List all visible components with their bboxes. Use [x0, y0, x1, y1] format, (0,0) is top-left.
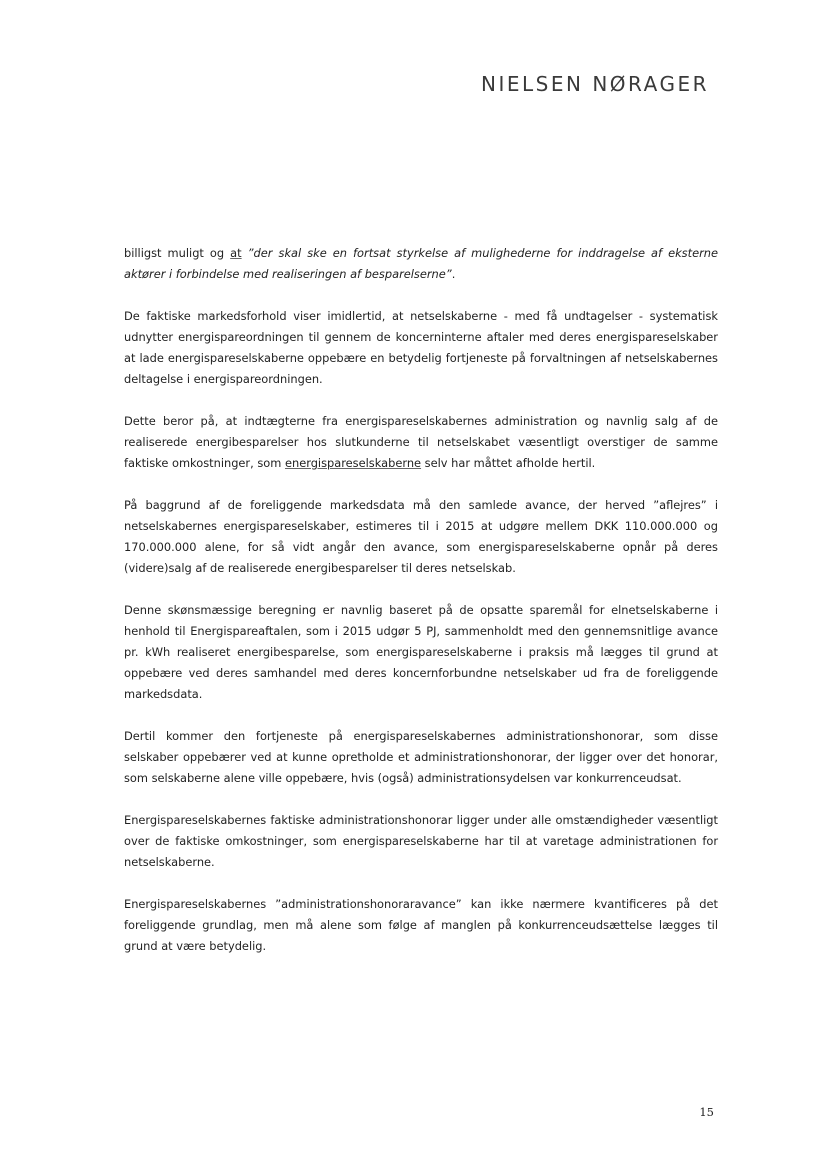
paragraph-3-text-a: Dette beror på, at indtægterne fra energispareselskabernes administration og navnlig salg af de realiserede energibesparelser hos slutkunderne til netselskabet væsentligt overstiger de samme faktiske omkostninger, som	[124, 414, 718, 470]
document-body	[124, 243, 718, 978]
paragraph-3-text-c: selv har måttet afholde hertil.	[421, 456, 596, 470]
paragraph-8: Energispareselskabernes ”administrationshonoraravance” kan ikke nærmere kvantificeres på det foreliggende grundlag, men må alene som følge af manglen på konkurrenceudsættelse lægges til grund at være betydelig.	[124, 897, 718, 953]
paragraph-1	[124, 243, 718, 285]
paragraph-4: På baggrund af de foreliggende markedsdata må den samlede avance, der herved ”aflejres” i netselskabernes energispareselskaber, estimeres til i 2015 at udgøre mellem DKK 110.000.000 og 170.000.000 alene, for så vidt angår den avance, som energispareselskaberne opnår på deres (videre)salg af de realiserede energibesparelser til deres netselskab.	[124, 498, 718, 575]
company-logo: NIELSEN NØRAGER	[481, 72, 709, 96]
paragraph-1-text-a: billigst muligt og	[124, 246, 231, 260]
paragraph-2: De faktiske markedsforhold viser imidlertid, at netselskaberne - med få undtagelser - systematisk udnytter energispareordningen til gennem de koncerninterne aftaler med deres energispareselskaber at lade energispareselskaberne oppebære en betydelig fortjeneste på forvaltningen af netselskabernes deltagelse i energispareordningen.	[124, 309, 718, 386]
paragraph-1-underlined-word: at	[230, 246, 242, 260]
paragraph-7: Energispareselskabernes faktiske administrationshonorar ligger under alle omstændigheder væsentligt over de faktiske omkostninger, som energispareselskaberne har til at varetage administrationen for netselskaberne.	[124, 813, 718, 869]
paragraph-1-text-d: .	[451, 267, 456, 281]
paragraph-3	[124, 411, 718, 474]
paragraph-1-quote: ”der skal ske en fortsat styrkelse af mulighederne for inddragelse af eksterne aktører i forbindelse med realiseringen af besparelserne”	[124, 246, 718, 281]
paragraph-6: Dertil kommer den fortjeneste på energispareselskabernes administrationshonorar, som disse selskaber oppebærer ved at kunne opretholde et administrationshonorar, der ligger over det honorar, som selskaberne alene ville oppebære, hvis (også) administrationsydelsen var konkurrenceudsat.	[124, 729, 718, 785]
paragraph-5: Denne skønsmæssige beregning er navnlig baseret på de opsatte sparemål for elnetselskaberne i henhold til Energispareaftalen, som i 2015 udgør 5 PJ, sammenholdt med den gennemsnitlige avance pr. kWh realiseret energibesparelse, som energispareselskaberne i praksis må lægges til grund at oppebære ved deres samhandel med deres koncernforbundne netselskaber ud fra de foreliggende markedsdata.	[124, 603, 718, 701]
paragraph-3-underlined-word: energispareselskaberne	[284, 456, 422, 470]
page-number: 15	[699, 1105, 714, 1119]
